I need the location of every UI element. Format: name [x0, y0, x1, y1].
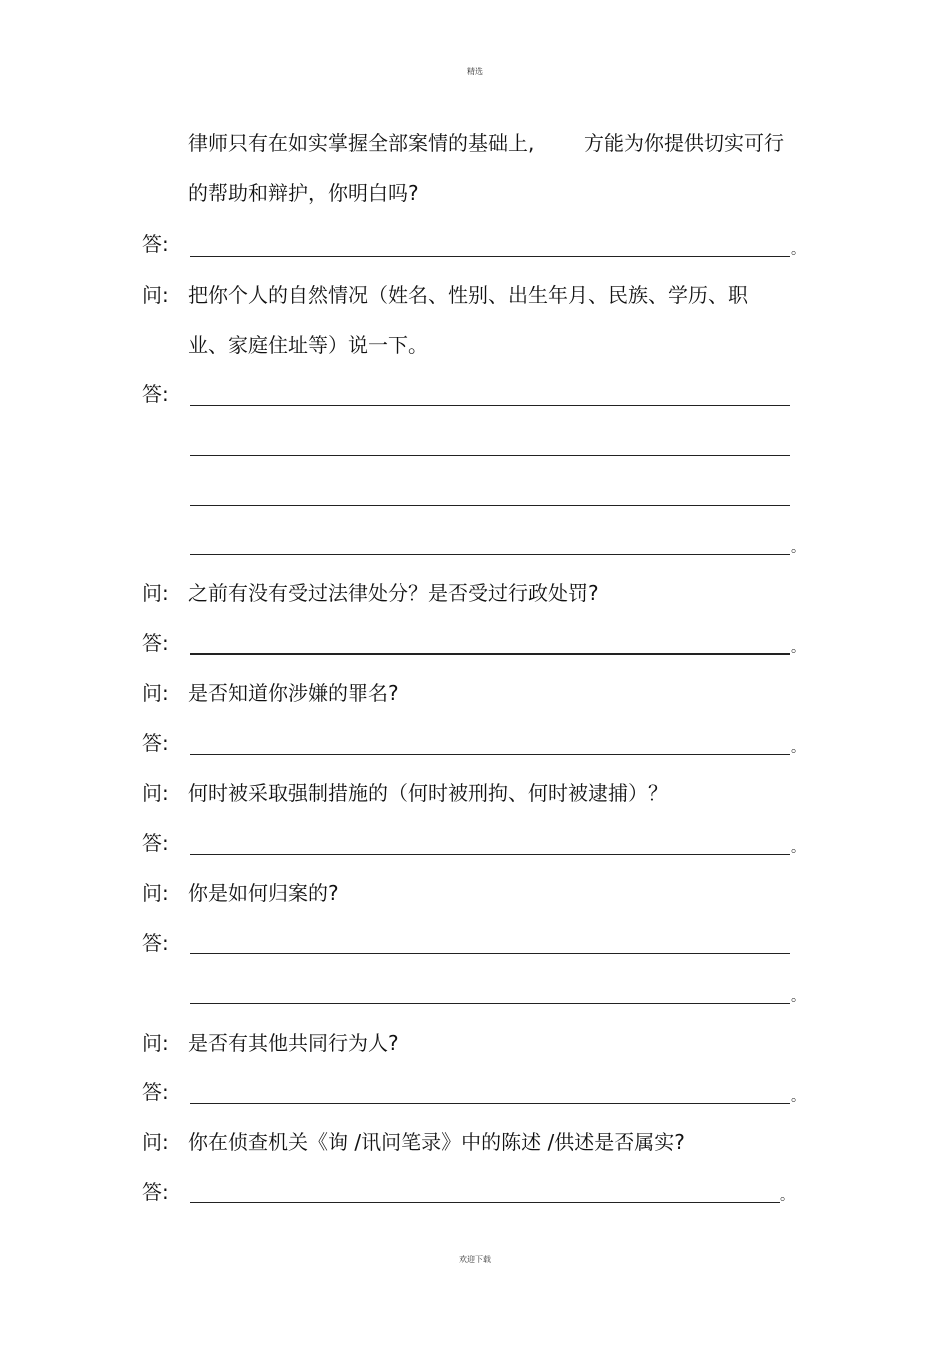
question-label: 问: — [142, 881, 169, 905]
answer-line[interactable] — [190, 256, 790, 257]
question-6: 是否有其他共同行为人? — [188, 1031, 399, 1055]
answer-line[interactable] — [190, 653, 790, 655]
answer-line[interactable] — [190, 554, 790, 555]
answer-line[interactable] — [190, 1202, 780, 1203]
intro-line-2: 的帮助和辩护，你明白吗? — [188, 181, 419, 205]
page-footer: 欢迎下载 — [459, 1255, 491, 1264]
question-7: 你在侦查机关《询 /讯问笔录》中的陈述 /供述是否属实? — [188, 1130, 685, 1154]
question-label: 问: — [142, 581, 169, 605]
answer-period: 。 — [791, 740, 805, 756]
page-header: 精选 — [467, 67, 483, 76]
answer-line[interactable] — [190, 1003, 790, 1004]
answer-label: 答: — [142, 232, 169, 256]
intro-line-1a: 律师只有在如实掌握全部案情的基础上, — [188, 131, 535, 155]
question-4: 何时被采取强制措施的（何时被刑拘、何时被逮捕）？ — [188, 781, 668, 805]
question-label: 问: — [142, 681, 169, 705]
intro-line-1b: 方能为你提供切实可行 — [584, 131, 784, 155]
answer-period: 。 — [791, 840, 805, 856]
question-5: 你是如何归案的? — [188, 881, 339, 905]
question-label: 问: — [142, 283, 169, 307]
answer-label: 答: — [142, 931, 169, 955]
question-2: 之前有没有受过法律处分？是否受过行政处罚? — [188, 581, 599, 605]
answer-label: 答: — [142, 1080, 169, 1104]
answer-period: 。 — [791, 989, 805, 1005]
question-label: 问: — [142, 1130, 169, 1154]
question-label: 问: — [142, 1031, 169, 1055]
answer-line[interactable] — [190, 505, 790, 506]
answer-line[interactable] — [190, 953, 790, 954]
question-1-line-2: 业、家庭住址等）说一下。 — [188, 333, 428, 357]
question-label: 问: — [142, 781, 169, 805]
answer-line[interactable] — [190, 455, 790, 456]
answer-line[interactable] — [190, 405, 790, 406]
question-3: 是否知道你涉嫌的罪名? — [188, 681, 399, 705]
answer-period: 。 — [791, 640, 805, 656]
answer-label: 答: — [142, 1180, 169, 1204]
answer-line[interactable] — [190, 854, 790, 855]
answer-line[interactable] — [190, 754, 790, 755]
answer-label: 答: — [142, 831, 169, 855]
answer-period: 。 — [791, 242, 805, 258]
answer-label: 答: — [142, 382, 169, 406]
answer-period: 。 — [791, 1089, 805, 1105]
answer-line[interactable] — [190, 1103, 790, 1104]
answer-period: 。 — [780, 1188, 794, 1204]
answer-period: 。 — [791, 540, 805, 556]
answer-label: 答: — [142, 731, 169, 755]
question-1-line-1: 把你个人的自然情况（姓名、性别、出生年月、民族、学历、职 — [188, 283, 748, 307]
answer-label: 答: — [142, 631, 169, 655]
